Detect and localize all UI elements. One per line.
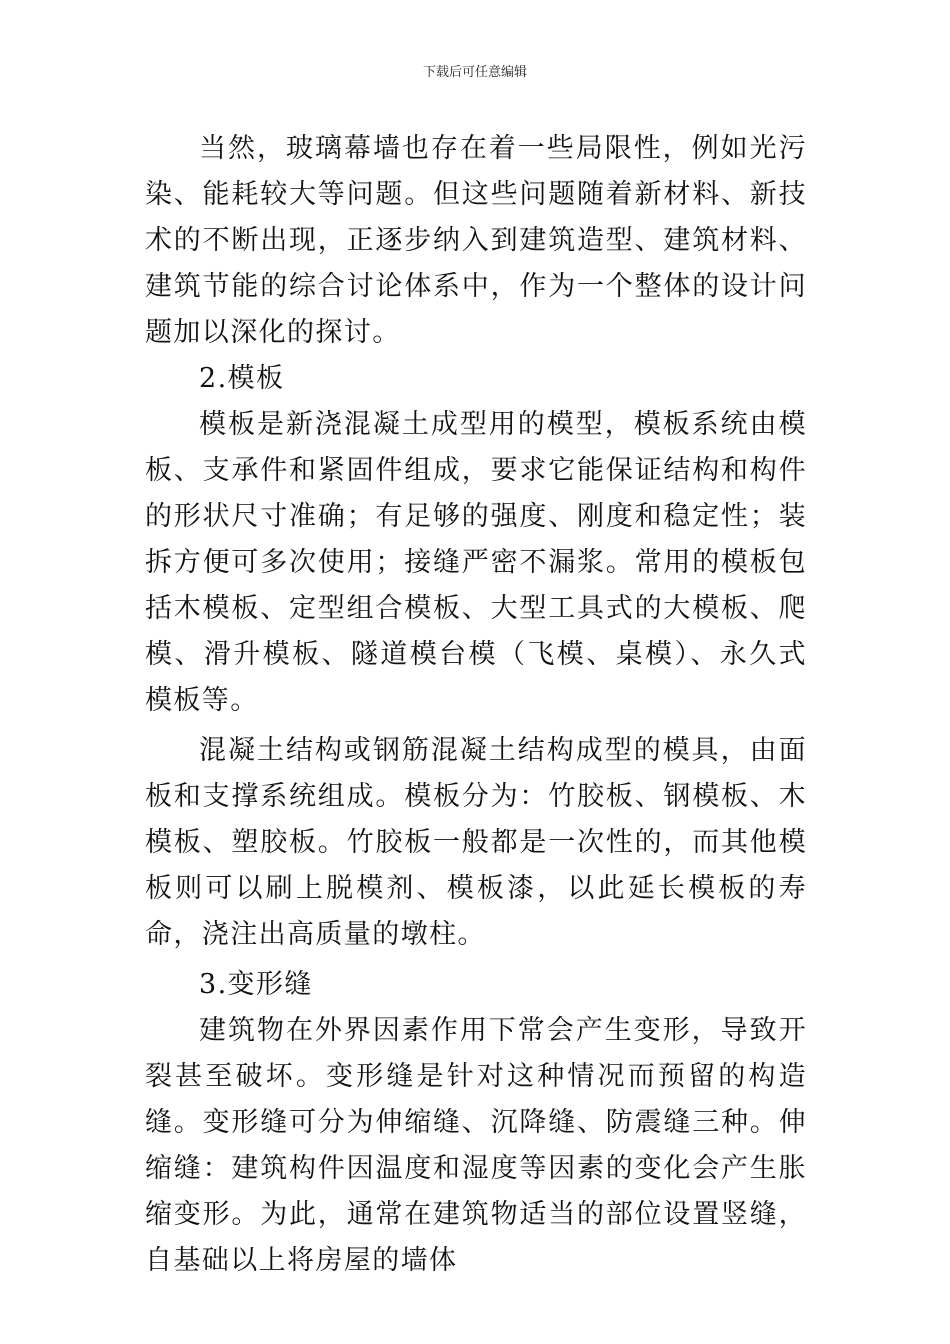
document-body xyxy=(145,126,807,1284)
paragraph-formwork-types: 混凝土结构或钢筋混凝土结构成型的模具，由面板和支撑系统组成。模板分为：竹胶板、钢模板、木模板、塑胶板。竹胶板一般都是一次性的，而其他模板则可以刷上脱模剂、模板漆，以此延长模板的寿命，浇注出高质量的墩柱。 xyxy=(145,735,807,950)
paragraph-formwork-definition: 模板是新浇混凝土成型用的模型，模板系统由模板、支承件和紧固件组成，要求它能保证结构和构件的形状尺寸准确；有足够的强度、刚度和稳定性；装拆方便可多次使用；接缝严密不漏浆。常用的模板包括木模板、定型组合模板、大型工具式的大模板、爬模、滑升模板、隧道模台模（飞模、桌模）、永久式模板等。 xyxy=(145,409,807,716)
page-header: 下载后可任意编辑 xyxy=(422,65,527,80)
section-heading-deformation-joint: 3.变形缝 xyxy=(199,969,313,1000)
paragraph-deformation-joint: 建筑物在外界因素作用下常会产生变形，导致开裂甚至破坏。变形缝是针对这种情况而预留的构造缝。变形缝可分为伸缩缝、沉降缝、防震缝三种。伸缩缝：建筑构件因温度和湿度等因素的变化会产生胀缩变形。为此，通常在建筑物适当的部位设置竖缝，自基础以上将房屋的墙体 xyxy=(145,1015,807,1276)
paragraph-glass-curtain-wall: 当然，玻璃幕墙也存在着一些局限性，例如光污染、能耗较大等问题。但这些问题随着新材料、新技术的不断出现，正逐步纳入到建筑造型、建筑材料、建筑节能的综合讨论体系中，作为一个整体的设计问题加以深化的探讨。 xyxy=(145,133,807,348)
section-heading-formwork: 2.模板 xyxy=(199,363,285,394)
